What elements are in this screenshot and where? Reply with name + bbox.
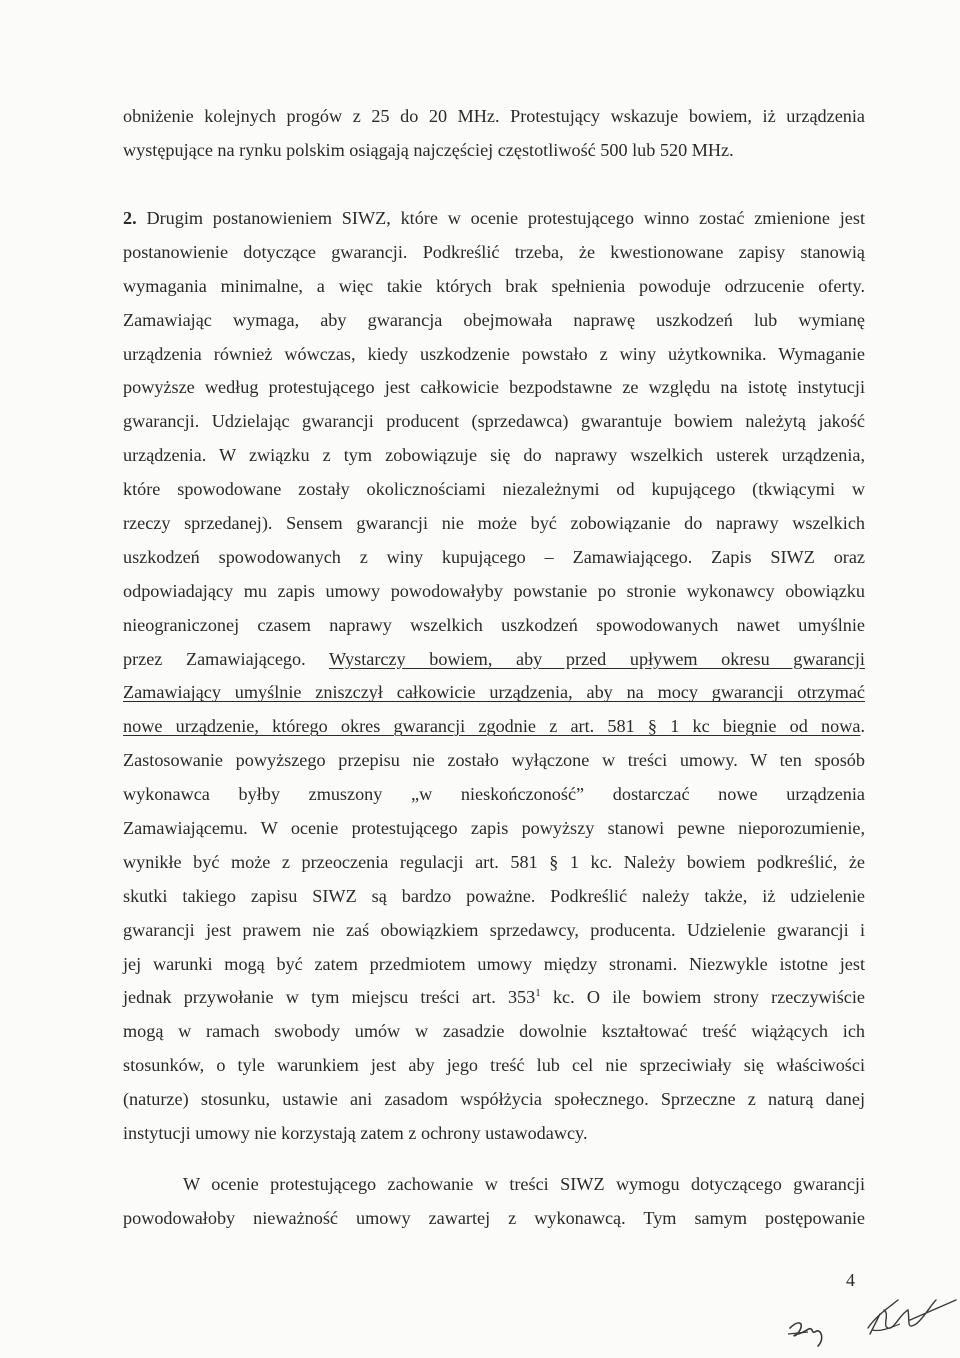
- text-line: powodowałoby nieważność umowy zawartej z wykonawcą. Tym samym postępowanie: [123, 1207, 865, 1228]
- text-line: [123, 710, 865, 744]
- text-segment: kc. O ile bowiem strony rzeczywiście: [540, 987, 866, 1008]
- text-line: urządzenia. W związku z tym zobowiązuje się do naprawy wszelkich usterek urządzenia,: [123, 445, 865, 466]
- paragraph-2: [123, 202, 865, 1151]
- text-line: instytucji umowy nie korzystają zatem z ochrony ustawodawcy.: [123, 1123, 588, 1144]
- text-line: [123, 981, 865, 1015]
- underlined-text: Wystarczy bowiem, aby przed upływem okresu gwarancji: [328, 648, 865, 669]
- text-line: [123, 202, 865, 236]
- text-line: gwarancji. Udzielając gwarancji producent (sprzedawca) gwarantuje bowiem należytą jakość: [123, 411, 865, 432]
- text-line: gwarancji jest prawem nie zaś obowiązkiem sprzedawcy, producenta. Udzielenie gwarancji i: [123, 919, 865, 940]
- superscript: 1: [535, 987, 541, 1000]
- text-line: występujące na rynku polskim osiągają najczęściej częstotliwość 500 lub 520 MHz.: [123, 139, 734, 160]
- text-line: które spowodowane zostały okolicznościami niezależnymi od kupującego (tkwiącymi w: [123, 479, 865, 500]
- text-segment: jednak przywołanie w tym miejscu treści art. 353: [123, 987, 536, 1008]
- text-line: skutki takiego zapisu SIWZ są bardzo poważne. Podkreślić należy także, iż udzielenie: [123, 885, 865, 906]
- text-line: wymagania minimalne, a więc takie których brak spełnienia powoduje odrzucenie oferty.: [123, 275, 865, 296]
- text-line: (naturze) stosunku, ustawie ani zasadom współżycia społecznego. Sprzeczne z naturą danej: [123, 1089, 865, 1110]
- text-line: mogą w ramach swobody umów w zasadzie dowolnie kształtować treść wiążących ich: [123, 1021, 865, 1042]
- text-line: postanowienie dotyczące gwarancji. Podkreślić trzeba, że kwestionowane zapisy stanowią: [123, 241, 865, 262]
- paragraph-1: [123, 100, 865, 168]
- text-line: nieograniczonej czasem naprawy wszelkich uszkodzeń spowodowanych nawet umyślnie: [123, 614, 865, 635]
- text-line: [123, 676, 865, 710]
- text-line: odpowiadający mu zapis umowy powodowałyby powstanie po stronie wykonawcy obowiązku: [123, 580, 865, 601]
- text-line: obniżenie kolejnych progów z 25 do 20 MHz. Protestujący wskazuje bowiem, iż urządzenia: [123, 106, 865, 126]
- text-line: uszkodzeń spowodowanych z winy kupującego – Zamawiającego. Zapis SIWZ oraz: [123, 546, 865, 567]
- text-line: stosunków, o tyle warunkiem jest aby jego treść lub cel nie sprzeciwiały się właściwości: [123, 1055, 865, 1076]
- paragraph-3: [123, 1168, 865, 1236]
- text-segment: .: [860, 716, 865, 737]
- text-line: urządzenia również wówczas, kiedy uszkodzenie powstało z winy użytkownika. Wymaganie: [123, 343, 865, 364]
- text-segment: przez Zamawiającego.: [123, 648, 306, 669]
- text-line: rzeczy sprzedanej). Sensem gwarancji nie może być zobowiązanie do naprawy wszelkich: [123, 513, 865, 534]
- text-line: wynikłe być może z przeoczenia regulacji art. 581 § 1 kc. Należy bowiem podkreślić, że: [123, 851, 865, 872]
- text-line: W ocenie protestującego zachowanie w treści SIWZ wymogu dotyczącego gwarancji: [183, 1174, 865, 1194]
- handwritten-signature: [760, 1270, 960, 1350]
- text-line: Zastosowanie powyższego przepisu nie zostało wyłączone w treści umowy. W ten sposób: [123, 750, 865, 771]
- text-line: wykonawca byłby zmuszony „w nieskończoność” dostarczać nowe urządzenia: [123, 784, 865, 805]
- text-line: powyższe według protestującego jest całkowicie bezpodstawne ze względu na istotę instytucji: [123, 377, 865, 398]
- text-line: jej warunki mogą być zatem przedmiotem umowy między stronami. Niezwykle istotne jest: [123, 953, 865, 974]
- text-line: [123, 643, 865, 677]
- section-number: 2.: [123, 208, 137, 228]
- text-line: Zamawiając wymaga, aby gwarancja obejmowała naprawę uszkodzeń lub wymianę: [123, 309, 865, 330]
- page-number: 4: [846, 1270, 855, 1290]
- underlined-text: nowe urządzenie, którego okres gwarancji zgodnie z art. 581 § 1 kc biegnie od nowa: [123, 716, 861, 737]
- text-line: Zamawiającemu. W ocenie protestującego zapis powyższy stanowi pewne nieporozumienie,: [123, 818, 865, 839]
- text-segment: Drugim postanowieniem SIWZ, które w ocenie protestującego winno zostać zmienione jest: [146, 208, 866, 228]
- underlined-text: Zamawiający umyślnie zniszczył całkowicie urządzenia, aby na mocy gwarancji otrzymać: [123, 682, 865, 703]
